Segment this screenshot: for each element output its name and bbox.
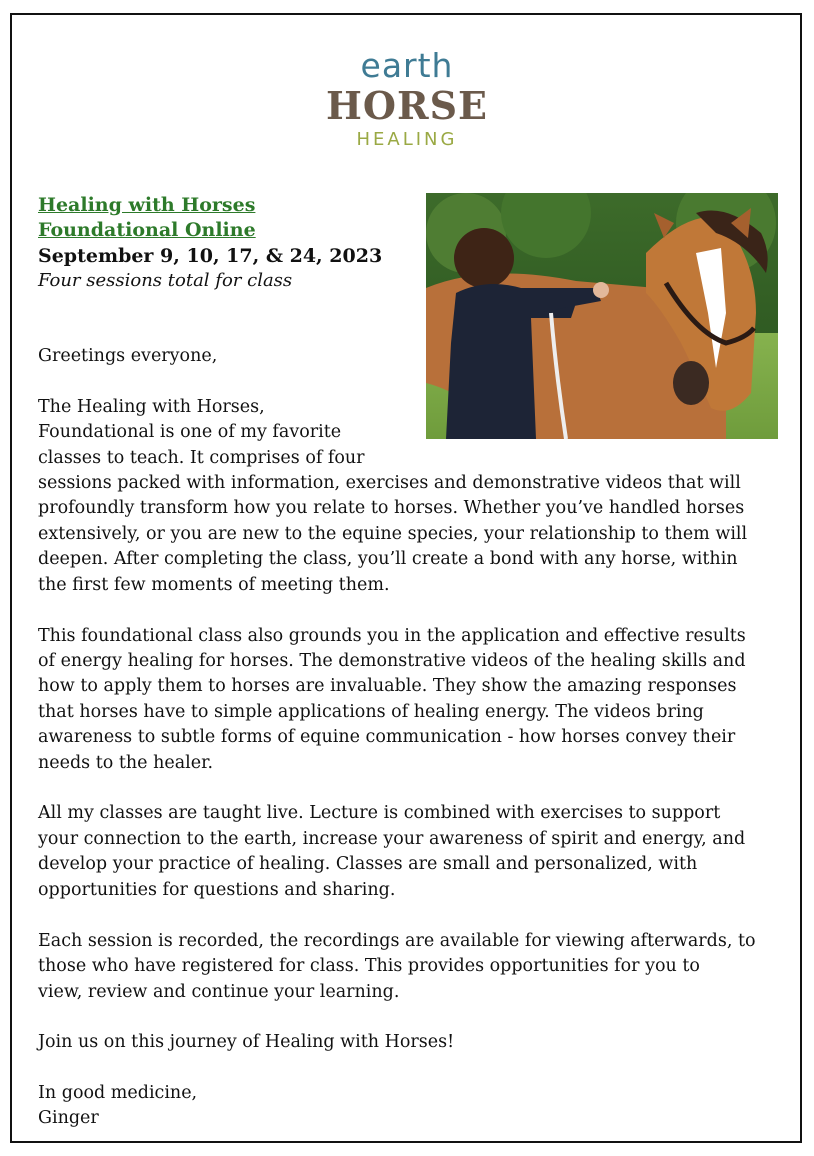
paragraph2-line: This foundational class also grounds you in the application and effective results	[38, 626, 746, 646]
logo-horse-text: HORSE	[326, 83, 488, 128]
closing-line: In good medicine,	[38, 1083, 198, 1103]
paragraph1-line: deepen. After completing the class, you’ll create a bond with any horse, within	[38, 549, 738, 569]
paragraph2-line: awareness to subtle forms of equine communication - how horses convey their	[38, 727, 736, 747]
paragraph4-line: those who have registered for class. This provides opportunities for you to	[38, 956, 700, 976]
paragraph2-line: needs to the healer.	[38, 753, 214, 773]
sessions-note: Four sessions total for class	[38, 270, 293, 291]
paragraph2-line: how to apply them to horses are invaluable. They show the amazing responses	[38, 676, 737, 696]
class-dates: September 9, 10, 17, & 24, 2023	[38, 245, 383, 267]
paragraph4-line: Each session is recorded, the recordings are available for viewing afterwards, to	[38, 931, 756, 951]
logo-healing-text: HEALING	[356, 129, 458, 150]
paragraph1-line: classes to teach. It comprises of four	[38, 448, 365, 468]
paragraph1-line: Foundational is one of my favorite	[38, 422, 342, 442]
paragraph4-line: view, review and continue your learning.	[38, 982, 400, 1002]
paragraph3-line: your connection to the earth, increase your awareness of spirit and energy, and	[38, 829, 746, 849]
greeting-line: Greetings everyone,	[38, 346, 218, 366]
paragraph1-line: extensively, or you are new to the equine species, your relationship to them will	[38, 524, 748, 544]
paragraph1-line: the first few moments of meeting them.	[38, 575, 390, 595]
paragraph1-line: sessions packed with information, exercises and demonstrative videos that will	[38, 473, 741, 493]
logo-earth-text: earth	[360, 46, 454, 85]
paragraph3-line: All my classes are taught live. Lecture is combined with exercises to support	[38, 803, 721, 823]
signature: Ginger	[38, 1108, 99, 1128]
paragraph1-line: The Healing with Horses,	[38, 397, 265, 417]
course-title-link-line1[interactable]: Healing with Horses	[38, 194, 256, 216]
paragraph1-line: profoundly transform how you relate to horses. Whether you’ve handled horses	[38, 498, 745, 518]
woman-healing-horse-photo	[426, 193, 778, 439]
paragraph2-line: of energy healing for horses. The demonstrative videos of the healing skills and	[38, 651, 746, 671]
paragraph2-line: that horses have to simple applications of healing energy. The videos bring	[38, 702, 704, 722]
paragraph5-line: Join us on this journey of Healing with Horses!	[38, 1032, 455, 1052]
paragraph3-line: opportunities for questions and sharing.	[38, 880, 396, 900]
course-title-link-line2[interactable]: Foundational Online	[38, 219, 256, 241]
paragraph3-line: develop your practice of healing. Classes are small and personalized, with	[38, 854, 698, 874]
